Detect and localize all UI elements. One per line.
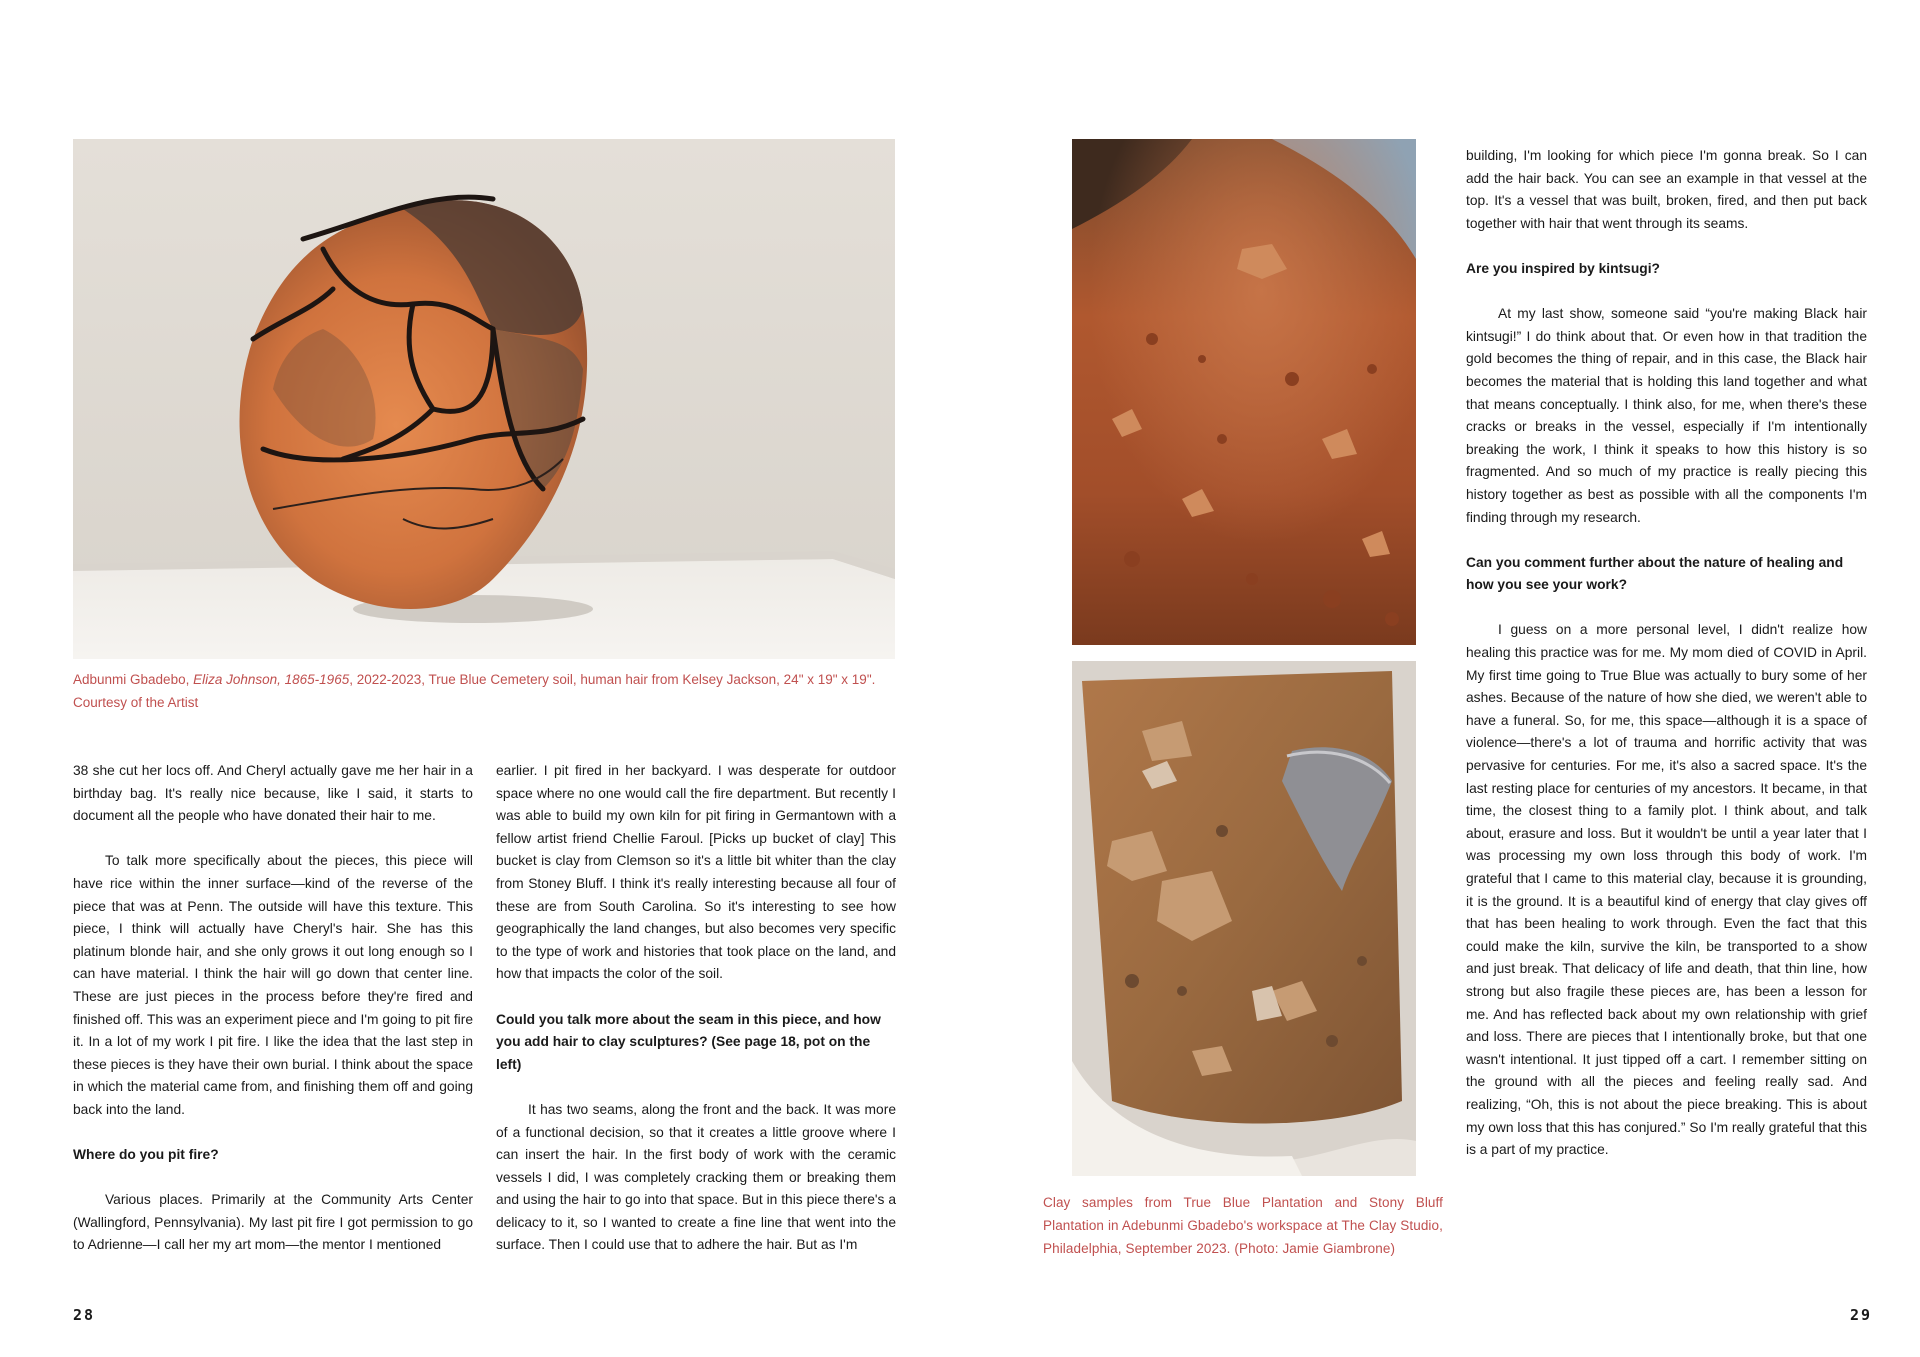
left-page-column-1 — [73, 760, 473, 1257]
caption-artist: Adbunmi Gbadebo, — [73, 672, 194, 687]
paragraph: 38 she cut her locs off. And Cheryl actually gave me her hair in a birthday bag. It's really nice because, like I said, it starts to document all the people who have donated their hair to me. — [73, 763, 473, 824]
right-page-column — [1466, 145, 1867, 1162]
paragraph: Various places. Primarily at the Community Arts Center (Wallingford, Pennsylvania). My last pit fire I got permission to go to Adrienne—I call her my art mom—the mentor I mentioned — [73, 1192, 473, 1253]
paragraph: building, I'm looking for which piece I'm gonna break. So I can add the hair back. You can see an example in that vessel at the top. It's a vessel that was built, broken, fired, and then put back together with hair that went through its seams. — [1466, 148, 1867, 231]
interview-question: Are you inspired by kintsugi? — [1466, 260, 1660, 276]
clay-bin-photo — [1072, 661, 1416, 1176]
paragraph: It has two seams, along the front and the back. It was more of a functional decision, so that it creates a little groove where I can insert the hair. In the first body of work with the ceramic vessels I did, I was completely cracking them or breaking them and using the hair to go into that space. But in this piece there's a delicacy to it, so I wanted to create a fine line that went into the surface. Then I could use that to adhere the hair. But as I'm — [496, 1101, 896, 1253]
vessel-photo-caption — [73, 668, 903, 714]
interview-question: Could you talk more about the seam in this piece, and how you add hair to clay sculptures? (See page 18, pot on the left) — [496, 1011, 881, 1072]
paragraph: earlier. I pit fired in her backyard. I was desperate for outdoor space where no one would call the fire department. But recently I was able to build my own kiln for pit firing in Germantown with a fellow artist friend Chellie Faroul. [Picks up bucket of clay] This bucket is clay from Clemson so it's a little bit whiter than the clay from Stoney Bluff. I think it's really interesting because all four of these are from South Carolina. So it's interesting to see how geographically the land changes, but also becomes very specific to the type of work and histories that took place on the land, and how that impacts the color of the soil. — [496, 763, 896, 982]
page-number-left: 28 — [73, 1306, 96, 1324]
clay-vessel-with-hair-photo — [73, 139, 895, 659]
page-number-right: 29 — [1850, 1306, 1873, 1324]
caption-details: , 2022-2023, True Blue Cemetery soil, human hair from Kelsey Jackson, 24" x 19" x 19". Courtesy of the Artist — [73, 672, 876, 710]
interview-question: Can you comment further about the nature of healing and how you see your work? — [1466, 554, 1844, 593]
left-page-column-2 — [496, 760, 896, 1257]
caption-artwork-title: Eliza Johnson, 1865-1965 — [193, 672, 350, 687]
clay-samples-caption: Clay samples from True Blue Plantation and Stony Bluff Plantation in Adebunmi Gbadebo's workspace at The Clay Studio, Philadelphia, September 2023. (Photo: Jamie Giambrone) — [1043, 1195, 1443, 1256]
paragraph: At my last show, someone said “you're making Black hair kintsugi!” I do think about that. Or even how in that tradition the gold becomes the thing of repair, and in this case, the Black hair becomes the material that is holding this land together and what that means conceptually. I think also, for me, when there's these cracks or breaks in the vessel, especially if I'm intentionally breaking the work, I think it speaks to how this history is so fragmented. And so much of my practice is really piecing this history together as best as possible with all the components I'm finding through my research. — [1466, 306, 1867, 525]
red-soil-closeup-photo — [1072, 139, 1416, 645]
paragraph: To talk more specifically about the pieces, this piece will have rice within the inner surface—kind of the reverse of the piece that was at Penn. The outside will have this texture. This piece, I think will actually have Cheryl's hair. She has this platinum blonde hair, and she only grows it out long enough so I can have material. I think the hair will go down that center line. These are just pieces in the process before they're fired and finished off. This was an experiment piece and I'm going to pit fire it. In a lot of my work I pit fire. I like the idea that the last step in these pieces is they have their own burial. I think about the space in which the material came from, and finishing them off and going back into the land. — [73, 853, 473, 1117]
interview-question: Where do you pit fire? — [73, 1147, 219, 1163]
paragraph: I guess on a more personal level, I didn't realize how healing this practice was for me. My mom died of COVID in April. My first time going to True Blue was actually to bury some of her ashes. Because of the nature of how she died, we weren't able to have a funeral. So, for me, this space—although it is a space of violence—there's a lot of trauma and horrific activity that was pervasive for centuries. For me, it's also a sacred space. It's the last resting place for centuries of my ancestors. It became, in that time, the closest thing to a family plot. I think about, and talk about, erasure and loss. But it wouldn't be until a year later that I was processing my own loss through this body of work. I'm grateful that I came to this material clay, because it is grounding, it is the ground. It is a beautiful kind of energy that clay gives off that has been healing to work through. Even the fact that this could make the kiln, survive the kiln, be transported to a show and just break. That delicacy of life and death, that thin line, how strong but also fragile these pieces are, has been a lesson for me. And has reflected back about my own relationship with grief and loss. There are pieces that I intentionally broke, but that one wasn't intentional. It just tipped off a cart. I remember sitting on the ground with all the pieces and feeling really sad. And realizing, “Oh, this is not about the piece breaking. This is about my own loss that this has conjured.” So I'm really grateful that this is a part of my practice. — [1466, 622, 1867, 1158]
